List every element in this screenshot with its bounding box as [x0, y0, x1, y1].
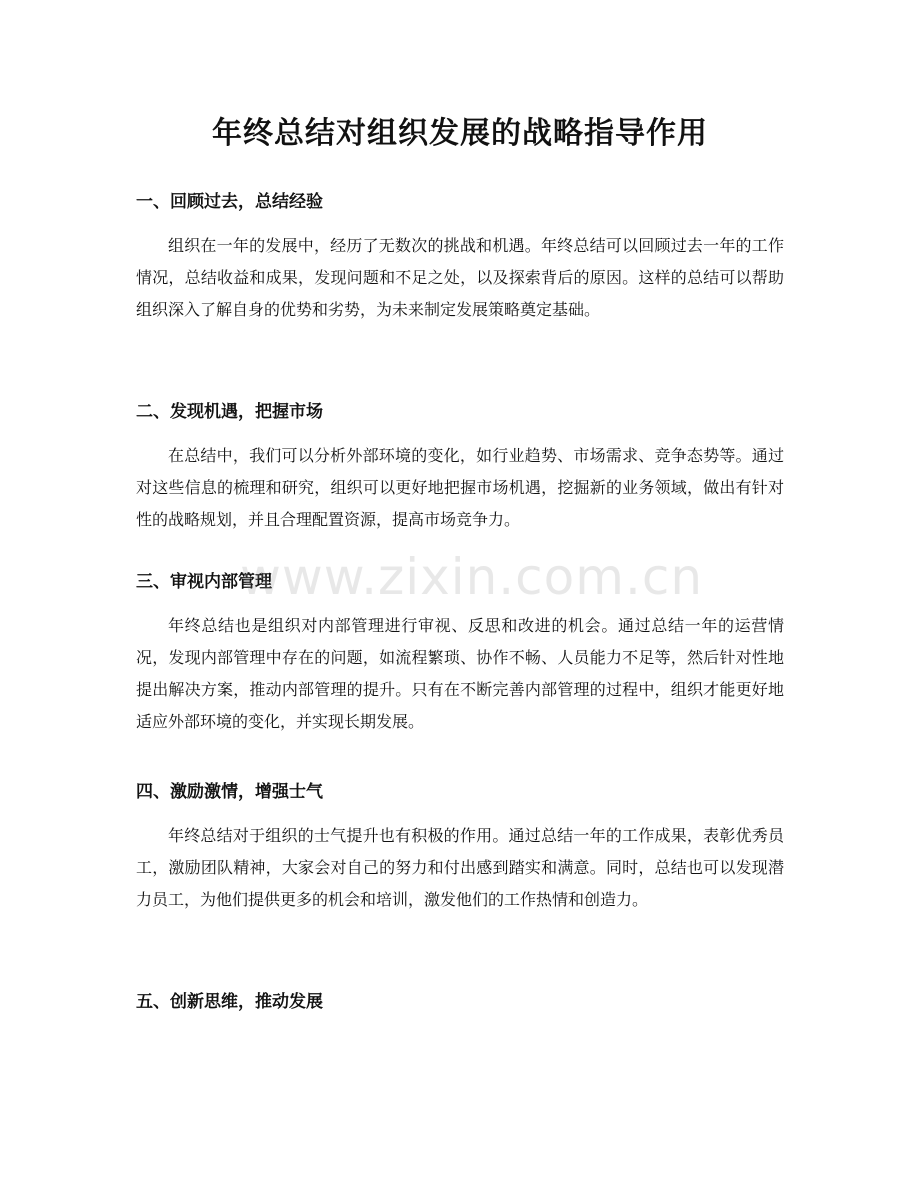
section-2 [136, 396, 784, 558]
section-heading: 二、发现机遇，把握市场 [136, 402, 323, 422]
section-4 [136, 776, 784, 938]
section-3 [136, 566, 784, 760]
section-paragraph: 年终总结也是组织对内部管理进行审视、反思和改进的机会。通过总结一年的运营情况，发现内部管理中存在的问题，如流程繁琐、协作不畅、人员能力不足等，然后针对性地提出解决方案，推动内部管理的提升。只有在不断完善内部管理的过程中，组织才能更好地适应外部环境的变化，并实现长期发展。 [136, 616, 784, 731]
section-heading: 四、激励激情，增强士气 [136, 782, 323, 802]
document-title: 年终总结对组织发展的战略指导作用 [212, 116, 708, 151]
section-1 [136, 186, 784, 348]
section-heading: 五、创新思维，推动发展 [136, 992, 323, 1012]
section-paragraph: 在总结中，我们可以分析外部环境的变化，如行业趋势、市场需求、竞争态势等。通过对这些信息的梳理和研究，组织可以更好地把握市场机遇，挖掘新的业务领域，做出有针对性的战略规划，并且合理配置资源，提高市场竞争力。 [136, 446, 784, 529]
section-5 [136, 986, 784, 1018]
section-heading: 三、审视内部管理 [136, 572, 272, 592]
section-paragraph: 年终总结对于组织的士气提升也有积极的作用。通过总结一年的工作成果，表彰优秀员工，激励团队精神，大家会对自己的努力和付出感到踏实和满意。同时，总结也可以发现潜力员工，为他们提供更多的机会和培训，激发他们的工作热情和创造力。 [136, 826, 784, 909]
watermark-text: www.zixin.com.cn [240, 548, 704, 606]
section-heading: 一、回顾过去，总结经验 [136, 192, 323, 212]
section-paragraph: 组织在一年的发展中，经历了无数次的挑战和机遇。年终总结可以回顾过去一年的工作情况，总结收益和成果，发现问题和不足之处，以及探索背后的原因。这样的总结可以帮助组织深入了解自身的优势和劣势，为未来制定发展策略奠定基础。 [136, 236, 784, 319]
